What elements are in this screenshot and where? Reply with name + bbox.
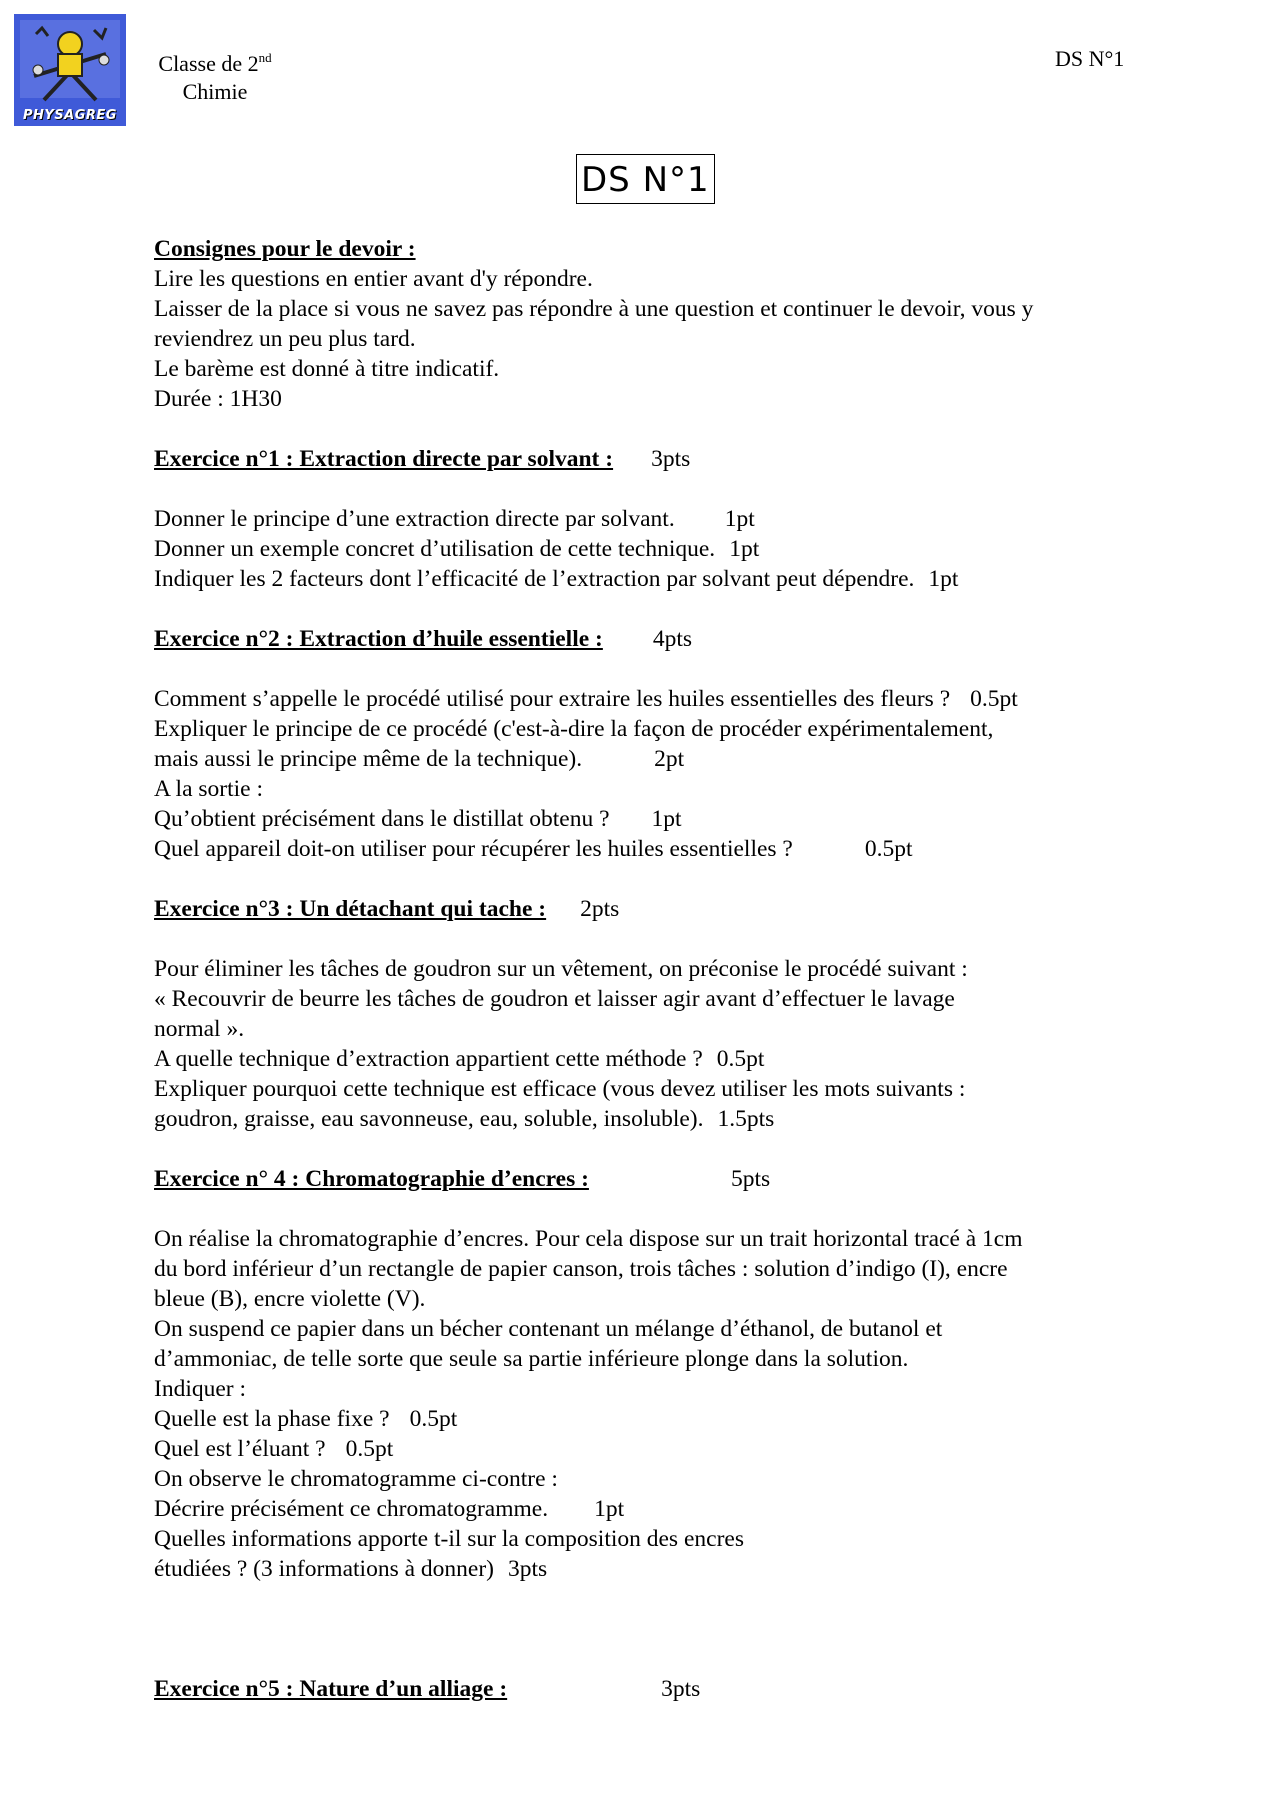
question: Décrire précisément ce chromatogramme. 1pt bbox=[154, 1496, 625, 1522]
question: Quel appareil doit-on utiliser pour récupérer les huiles essentielles ? 0.5pt bbox=[154, 836, 913, 862]
question: Donner le principe d’une extraction directe par solvant. 1pt bbox=[154, 506, 755, 532]
text-line: d’ammoniac, de telle sorte que seule sa partie inférieure plonge dans la solution. bbox=[154, 1346, 909, 1372]
exercise-3-points: 2pts bbox=[580, 896, 620, 922]
exercise-5-heading: Exercice n°5 : Nature d’un alliage : bbox=[154, 1676, 508, 1702]
exercise-4-header bbox=[154, 1164, 1154, 1194]
question: étudiées ? (3 informations à donner) 3pts bbox=[154, 1556, 548, 1582]
exercise-4-points: 5pts bbox=[730, 1166, 771, 1192]
consignes-heading: Consignes pour le devoir : bbox=[154, 236, 416, 262]
class-header bbox=[150, 44, 280, 106]
question: Expliquer pourquoi cette technique est efficace (vous devez utiliser les mots suivants : bbox=[154, 1076, 966, 1102]
page-title: DS N°1 bbox=[576, 154, 715, 204]
exercise-3-header bbox=[154, 894, 1154, 924]
question: Quelle est la phase fixe ? 0.5pt bbox=[154, 1406, 458, 1432]
class-level: Classe de 2nd bbox=[158, 50, 272, 76]
exercise-2-heading: Exercice n°2 : Extraction d’huile essentielle : bbox=[154, 626, 603, 652]
exercise-4-heading: Exercice n° 4 : Chromatographie d’encres : bbox=[154, 1166, 589, 1192]
text-line: Pour éliminer les tâches de goudron sur un vêtement, on préconise le procédé suivant : bbox=[154, 956, 968, 982]
consigne-line: reviendrez un peu plus tard. bbox=[154, 326, 416, 352]
exercise-1-heading: Exercice n°1 : Extraction directe par solvant : bbox=[154, 446, 614, 472]
subject: Chimie bbox=[182, 79, 248, 104]
text-line: du bord inférieur d’un rectangle de papier canson, trois tâches : solution d’indigo (I), encre bbox=[154, 1256, 1008, 1282]
question: Qu’obtient précisément dans le distillat obtenu ? 1pt bbox=[154, 806, 682, 832]
consigne-line: Le barème est donné à titre indicatif. bbox=[154, 356, 500, 382]
exercise-2-points: 4pts bbox=[652, 626, 693, 652]
question: A quelle technique d’extraction appartient cette méthode ? 0.5pt bbox=[154, 1046, 765, 1072]
question: Quelles informations apporte t-il sur la composition des encres bbox=[154, 1526, 744, 1552]
exercise-3-heading: Exercice n°3 : Un détachant qui tache : bbox=[154, 896, 547, 922]
exercise-2-header bbox=[154, 624, 1154, 654]
question: goudron, graisse, eau savonneuse, eau, soluble, insoluble). 1.5pts bbox=[154, 1106, 775, 1132]
question: Indiquer les 2 facteurs dont l’efficacité de l’extraction par solvant peut dépendre. 1pt bbox=[154, 566, 959, 592]
question: Donner un exemple concret d’utilisation de cette technique. 1pt bbox=[154, 536, 760, 562]
text-line: bleue (B), encre violette (V). bbox=[154, 1286, 426, 1312]
text-line: On suspend ce papier dans un bécher contenant un mélange d’éthanol, de butanol et bbox=[154, 1316, 943, 1342]
exercise-1-points: 3pts bbox=[651, 446, 691, 472]
text-line: « Recouvrir de beurre les tâches de goudron et laisser agir avant d’effectuer le lavage bbox=[154, 986, 955, 1012]
exercise-1-header bbox=[154, 444, 1154, 474]
text-line: normal ». bbox=[154, 1016, 245, 1042]
consigne-line: Laisser de la place si vous ne savez pas répondre à une question et continuer le devoir, vous y bbox=[154, 296, 1034, 322]
consigne-line: Durée : 1H30 bbox=[154, 386, 282, 412]
question: Quel est l’éluant ? 0.5pt bbox=[154, 1436, 394, 1462]
question: mais aussi le principe même de la technique). 2pt bbox=[154, 746, 685, 772]
ds-label: DS N°1 bbox=[1055, 46, 1125, 71]
consigne-line: Lire les questions en entier avant d'y répondre. bbox=[154, 266, 593, 292]
question: Expliquer le principe de ce procédé (c'est-à-dire la façon de procéder expérimentalement, bbox=[154, 716, 994, 742]
text-line: On observe le chromatogramme ci-contre : bbox=[154, 1466, 558, 1492]
text-line: A la sortie : bbox=[154, 776, 263, 802]
logo-text: PHYSAGREG bbox=[23, 108, 117, 123]
physagreg-logo bbox=[14, 14, 126, 126]
text-line: Indiquer : bbox=[154, 1376, 247, 1402]
exercise-5-points: 3pts bbox=[661, 1676, 701, 1702]
exercise-5-header bbox=[154, 1674, 1154, 1704]
question: Comment s’appelle le procédé utilisé pour extraire les huiles essentielles des fleurs ? 0.5pt bbox=[154, 686, 1018, 712]
text-line: On réalise la chromatographie d’encres. Pour cela dispose sur un trait horizontal tracé à 1cm bbox=[154, 1226, 1023, 1252]
document-body bbox=[154, 234, 1154, 1704]
